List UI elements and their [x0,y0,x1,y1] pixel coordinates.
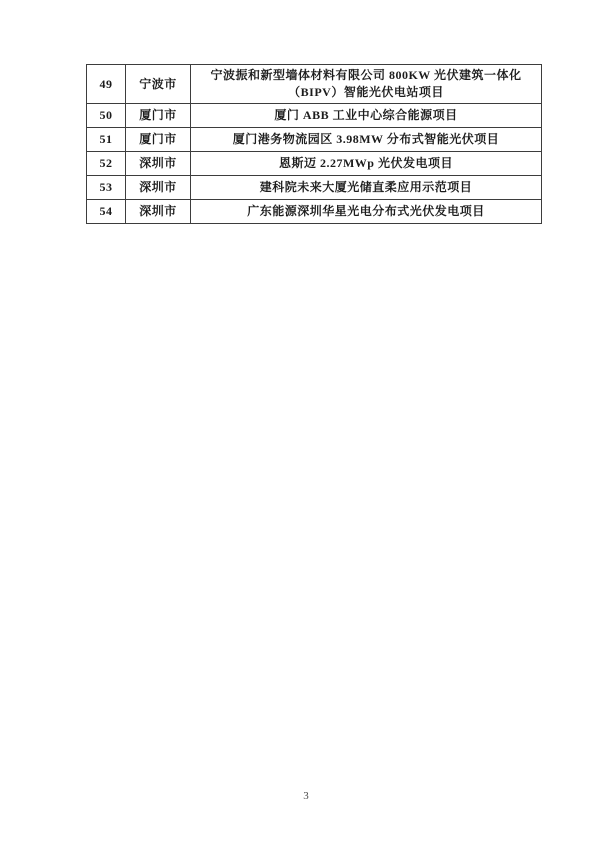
city-cell: 厦门市 [126,104,191,128]
project-table [86,64,542,224]
table-row [87,176,542,200]
city-cell: 宁波市 [126,65,191,104]
city-cell: 深圳市 [126,176,191,200]
row-number-cell: 50 [87,104,126,128]
table-row [87,200,542,224]
city-cell: 深圳市 [126,152,191,176]
row-number-cell: 54 [87,200,126,224]
table-row [87,152,542,176]
row-number-cell: 49 [87,65,126,104]
project-name-cell: 建科院未来大厦光储直柔应用示范项目 [191,176,542,200]
project-name-cell: 厦门 ABB 工业中心综合能源项目 [191,104,542,128]
project-name-cell: 厦门港务物流园区 3.98MW 分布式智能光伏项目 [191,128,542,152]
page-number: 3 [303,790,309,802]
row-number-cell: 52 [87,152,126,176]
city-cell: 深圳市 [126,200,191,224]
city-cell: 厦门市 [126,128,191,152]
table-row [87,65,542,104]
project-name-cell: 恩斯迈 2.27MWp 光伏发电项目 [191,152,542,176]
row-number-cell: 53 [87,176,126,200]
table-row [87,128,542,152]
table-row [87,104,542,128]
project-name-cell: 广东能源深圳华星光电分布式光伏发电项目 [191,200,542,224]
project-name-cell: 宁波振和新型墙体材料有限公司 800KW 光伏建筑一体化（BIPV）智能光伏电站项目 [191,65,542,104]
row-number-cell: 51 [87,128,126,152]
